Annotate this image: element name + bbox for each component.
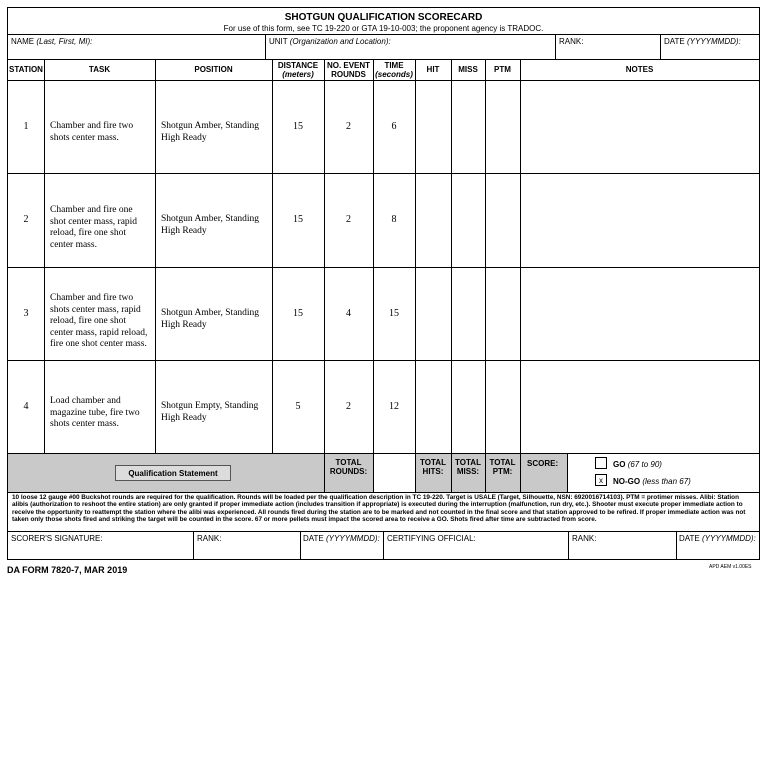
certifying-date-label: DATE bbox=[679, 534, 700, 543]
rank-label: RANK: bbox=[559, 37, 584, 46]
scorer-rank-field[interactable]: RANK: bbox=[197, 534, 222, 543]
nogo-label: NO-GO bbox=[613, 477, 641, 486]
certifying-date-hint: (YYYYMMDD): bbox=[701, 534, 756, 543]
col-rounds: NO. EVENT ROUNDS bbox=[326, 60, 371, 79]
qualification-statement-button[interactable]: Qualification Statement bbox=[115, 465, 231, 481]
unit-hint: (Organization and Location): bbox=[289, 37, 391, 46]
name-hint: (Last, First, MI): bbox=[36, 37, 93, 46]
scorer-date-field[interactable] bbox=[303, 534, 380, 543]
form-version: APD AEM v1.00ES bbox=[709, 564, 752, 570]
col-notes: NOTES bbox=[625, 65, 654, 74]
total-ptm-label: TOTAL PTM: bbox=[489, 458, 516, 476]
scorer-date-label: DATE bbox=[303, 534, 324, 543]
date-field[interactable] bbox=[664, 37, 741, 46]
row4-rounds: 2 bbox=[346, 401, 351, 412]
go-label: GO bbox=[613, 460, 626, 469]
col-distance-label: DISTANCE bbox=[277, 60, 319, 70]
row2-task: Chamber and fire one shot center mass, rapid reload, fire one shot center mass. bbox=[50, 205, 138, 250]
row2-position: Shotgun Amber, Standing High Ready bbox=[161, 214, 260, 236]
row3-rounds: 4 bbox=[346, 308, 351, 319]
date-label: DATE bbox=[664, 37, 685, 46]
row3-station: 3 bbox=[23, 308, 29, 319]
row1-station: 1 bbox=[23, 121, 29, 132]
row4-task: Load chamber and magazine tube, fire two shots center mass. bbox=[50, 396, 140, 429]
scorecard-form bbox=[7, 7, 760, 560]
score-label: SCORE: bbox=[527, 459, 559, 468]
form-title: SHOTGUN QUALIFICATION SCORECARD bbox=[284, 12, 483, 23]
row4-position: Shotgun Empty, Standing High Ready bbox=[161, 401, 259, 423]
form-id: DA FORM 7820-7, MAR 2019 bbox=[7, 565, 128, 575]
nogo-option bbox=[613, 477, 691, 486]
col-time-label: TIME bbox=[384, 60, 404, 70]
unit-label: UNIT bbox=[269, 37, 288, 46]
row4-time: 12 bbox=[389, 401, 399, 412]
rank-field[interactable] bbox=[559, 37, 583, 46]
total-rounds-label: TOTAL ROUNDS: bbox=[329, 458, 368, 476]
row3-distance: 15 bbox=[293, 308, 303, 319]
go-hint: (67 to 90) bbox=[627, 460, 662, 469]
row1-rounds: 2 bbox=[346, 121, 351, 132]
col-time-unit: (seconds) bbox=[375, 69, 413, 79]
go-option bbox=[613, 460, 662, 469]
row1-distance: 15 bbox=[293, 121, 303, 132]
name-label: NAME bbox=[11, 37, 35, 46]
certifying-official-field[interactable]: CERTIFYING OFFICIAL: bbox=[387, 534, 476, 543]
scorer-signature-field[interactable]: SCORER'S SIGNATURE: bbox=[11, 534, 103, 543]
instructions-text: 10 loose 12 gauge #00 Buckshot rounds are required for the qualification. Rounds will be loaded per the qualification description in TC 19-220. Target is USALE (Target, Silhouette, NSN: 6920016714103). PTM = protimer misses. Alibi: Station alibis (authorization to reshoot the entire station) are only granted if proper immediate action (includes transition if appropriate) is executed during the interruption (malfunction, run dry, etc.). Shooter must execute proper immediate action to receive the opportunity to reattempt the station where the alibi was experienced. All rounds fired during the station are to be marked and not counted in the final score and that station approved to be refired. If proper immediate action was not taken only those shots fired and striking the target will be counted in the score. 67 or more pellets must impact the scored area to receive a GO. Shots fired after time are subtracted from score. bbox=[12, 494, 746, 524]
row3-task: Chamber and fire two shots center mass, rapid reload, fire one shot center mass, rapid reload, fire one shot center mass. bbox=[50, 293, 148, 349]
col-miss: MISS bbox=[458, 65, 478, 74]
go-checkbox[interactable] bbox=[595, 457, 607, 469]
unit-field[interactable] bbox=[269, 37, 391, 46]
date-hint: (YYYYMMDD): bbox=[686, 37, 741, 46]
row4-distance: 5 bbox=[295, 401, 301, 412]
row1-time: 6 bbox=[391, 121, 397, 132]
total-miss-label: TOTAL MISS: bbox=[455, 458, 481, 476]
certifying-date-field[interactable] bbox=[679, 534, 756, 543]
row3-time: 15 bbox=[389, 308, 399, 319]
col-time bbox=[373, 59, 415, 80]
name-field[interactable] bbox=[11, 37, 92, 46]
row3-position: Shotgun Amber, Standing High Ready bbox=[161, 308, 260, 330]
row4-station: 4 bbox=[23, 401, 29, 412]
form-subtitle: For use of this form, see TC 19-220 or GTA 19-10-003; the proponent agency is TRADOC. bbox=[223, 24, 544, 33]
total-rounds-value[interactable] bbox=[373, 454, 415, 492]
total-hits-label: TOTAL HITS: bbox=[420, 458, 446, 476]
row1-task: Chamber and fire two shots center mass. bbox=[50, 121, 134, 143]
certifying-rank-field[interactable]: RANK: bbox=[572, 534, 597, 543]
row2-station: 2 bbox=[23, 214, 29, 225]
col-station: STATION bbox=[9, 65, 43, 74]
row2-rounds: 2 bbox=[346, 214, 351, 225]
col-ptm: PTM bbox=[494, 65, 511, 74]
col-position: POSITION bbox=[194, 65, 233, 74]
nogo-checkbox[interactable]: x bbox=[595, 474, 607, 486]
row2-time: 8 bbox=[391, 214, 397, 225]
col-task: TASK bbox=[88, 65, 111, 74]
col-hit: HIT bbox=[426, 65, 440, 74]
scorer-date-hint: (YYYYMMDD): bbox=[325, 534, 380, 543]
nogo-hint: (less than 67) bbox=[642, 477, 691, 486]
row1-position: Shotgun Amber, Standing High Ready bbox=[161, 121, 260, 143]
row2-distance: 15 bbox=[293, 214, 303, 225]
col-distance bbox=[272, 59, 324, 80]
col-distance-unit: (meters) bbox=[282, 69, 314, 79]
